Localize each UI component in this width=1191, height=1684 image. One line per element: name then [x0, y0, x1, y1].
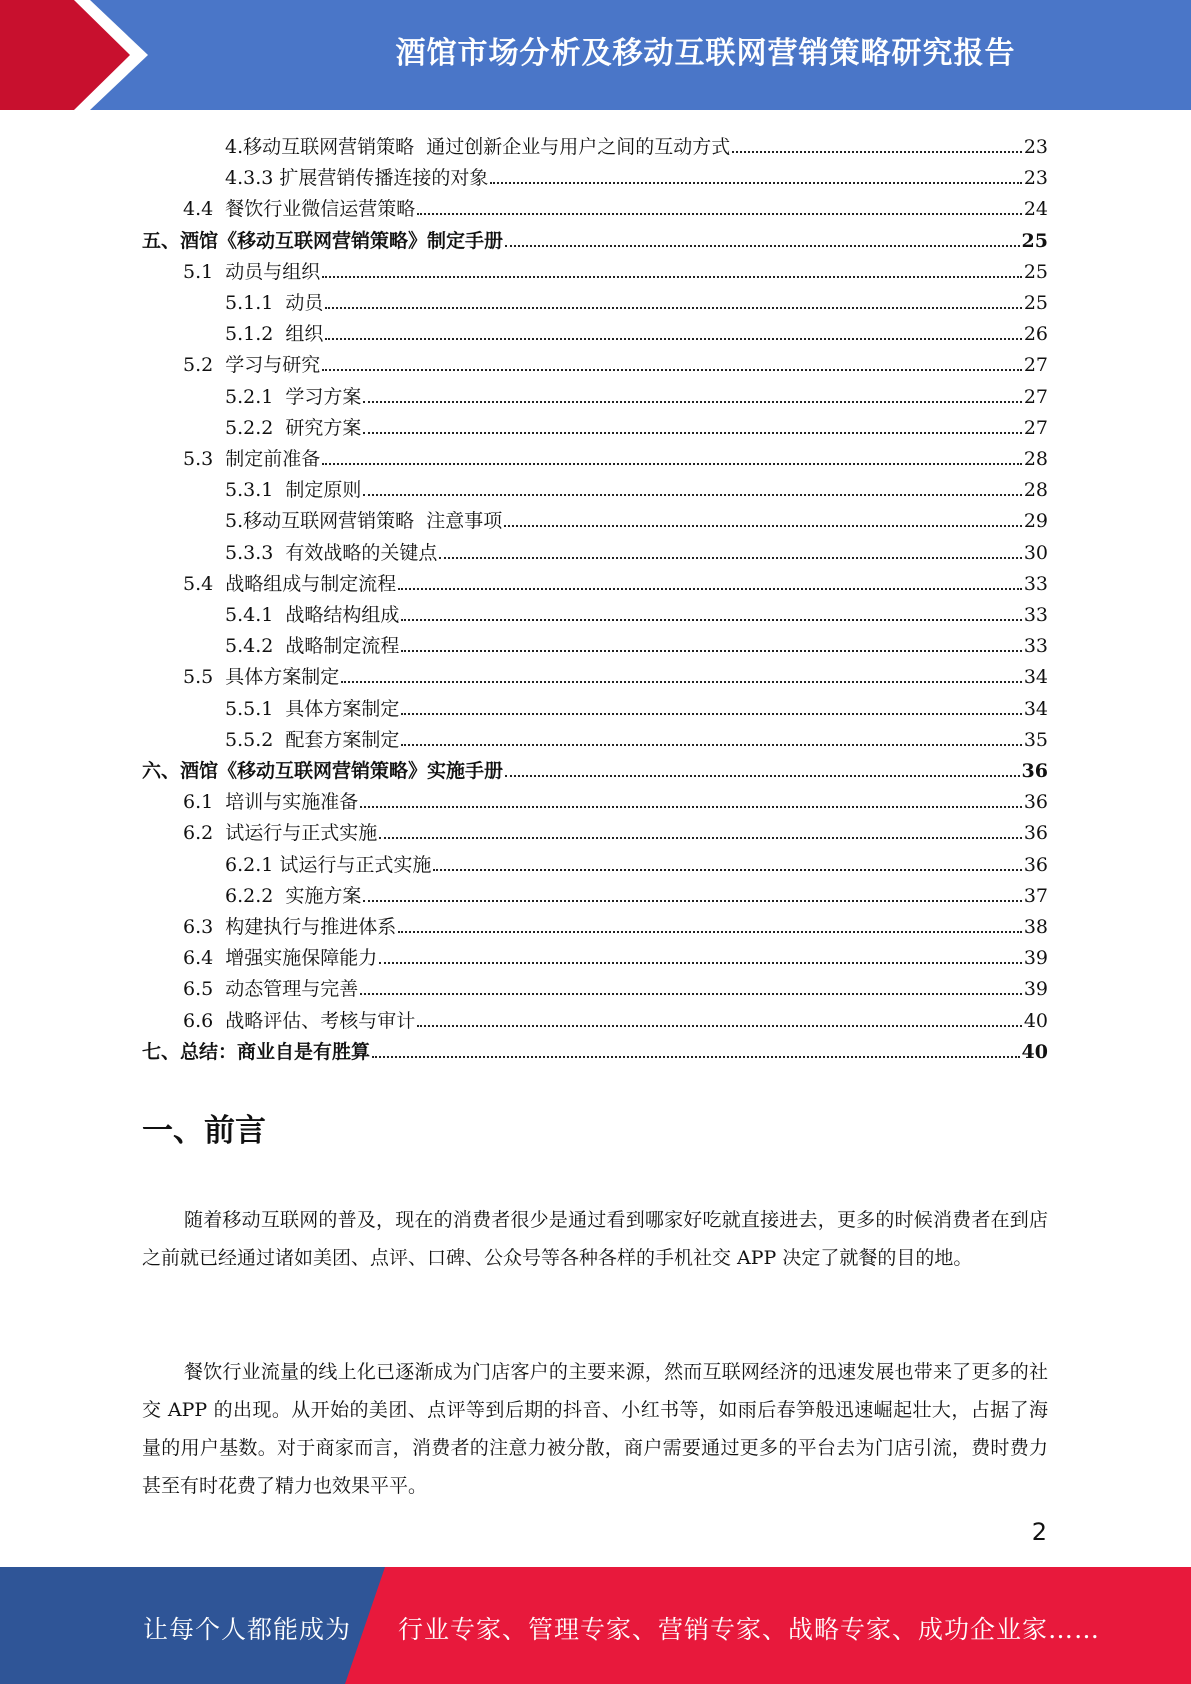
toc-entry-title: 6.5 动态管理与完善: [183, 978, 359, 1001]
toc-entry[interactable]: [225, 720, 1048, 751]
toc-entry-title: 5.1 动员与组织: [183, 260, 321, 283]
toc-entry-page: 33: [1023, 635, 1048, 658]
toc-entry-title: 4.4 餐饮行业微信运营策略: [183, 198, 416, 221]
toc-entry[interactable]: [142, 751, 1048, 782]
toc-entry-title: 6.1 培训与实施准备: [183, 791, 359, 814]
toc-leader-dots: [417, 1024, 1022, 1027]
toc-entry[interactable]: [183, 938, 1048, 969]
toc-leader-dots: [401, 649, 1021, 652]
toc-entry-page: 35: [1023, 728, 1048, 751]
toc-entry-title: 5.1.2 组织: [225, 323, 324, 346]
toc-entry[interactable]: [225, 501, 1048, 532]
toc-entry[interactable]: [225, 533, 1048, 564]
toc-leader-dots: [372, 1055, 1020, 1058]
toc-entry-page: 40: [1023, 1009, 1048, 1032]
toc-entry[interactable]: [225, 377, 1048, 408]
toc-entry[interactable]: [142, 1032, 1048, 1063]
paragraph: 随着移动互联网的普及，现在的消费者很少是通过看到哪家好吃就直接进去，更多的时候消费者在到店之前就已经通过诸如美团、点评、口碑、公众号等各种各样的手机社交 APP 决定了就餐的目的地。: [142, 1209, 1048, 1269]
toc-entry[interactable]: [225, 845, 1048, 876]
toc-entry-page: 36: [1023, 853, 1048, 876]
toc-leader-dots: [322, 462, 1022, 465]
header-red-chevron: [0, 0, 150, 110]
toc-leader-dots: [363, 899, 1021, 902]
toc-leader-dots: [363, 493, 1021, 496]
toc-entry-page: 27: [1023, 354, 1048, 377]
toc-entry-title: 5.1.1 动员: [225, 292, 324, 314]
toc-entry[interactable]: [183, 1001, 1048, 1032]
toc-entry-title: 5.4.2 战略制定流程: [225, 635, 400, 658]
toc-entry-title: 5.3 制定前准备: [183, 448, 321, 470]
toc-entry-title: 6.3 构建执行与推进体系: [183, 916, 397, 938]
toc-entry-page: 38: [1023, 916, 1048, 938]
toc-entry-page: 25: [1023, 260, 1048, 283]
page-footer: [0, 1567, 1191, 1684]
toc-leader-dots: [363, 431, 1021, 434]
toc-entry-title: 5.3.3 有效战略的关键点: [225, 541, 438, 564]
toc-leader-dots: [401, 712, 1021, 715]
toc-leader-dots: [417, 212, 1022, 215]
toc-entry[interactable]: [183, 439, 1048, 470]
toc-entry[interactable]: [225, 626, 1048, 657]
toc-leader-dots: [505, 244, 1020, 247]
toc-leader-dots: [401, 618, 1021, 621]
toc-leader-dots: [398, 587, 1022, 590]
footer-slogan-right: 行业专家、管理专家、营销专家、战略专家、成功企业家……: [398, 1615, 1101, 1644]
toc-leader-dots: [505, 774, 1020, 777]
toc-leader-dots: [341, 680, 1022, 683]
toc-entry-page: 29: [1023, 510, 1048, 533]
section-heading: 一、前言: [142, 1113, 266, 1149]
toc-entry-page: 33: [1023, 572, 1048, 595]
toc-entry-page: 27: [1023, 416, 1048, 439]
toc-entry-title: 七、总结：商业自是有胜算: [142, 1040, 371, 1063]
toc-entry[interactable]: [183, 969, 1048, 1000]
toc-leader-dots: [363, 400, 1021, 403]
toc-entry-title: 6.2 试运行与正式实施: [183, 822, 378, 845]
toc-entry[interactable]: [225, 158, 1048, 189]
toc-entry-title: 5.2.1 学习方案: [225, 385, 362, 408]
toc-entry-page: 36: [1023, 791, 1048, 814]
footer-slogan-left: 让每个人都能成为: [143, 1615, 352, 1644]
toc-entry-title: 4.移动互联网营销策略 通过创新企业与用户之间的互动方式: [225, 136, 731, 158]
toc-entry-title: 6.6 战略评估、考核与审计: [183, 1009, 416, 1032]
toc-entry-page: 26: [1023, 323, 1048, 346]
toc-leader-dots: [322, 275, 1022, 278]
toc-entry[interactable]: [183, 252, 1048, 283]
toc-entry-title: 5.4 战略组成与制定流程: [183, 572, 397, 595]
toc-entry-title: 5.2.2 研究方案: [225, 416, 362, 439]
toc-entry[interactable]: [225, 470, 1048, 501]
toc-leader-dots: [433, 868, 1021, 871]
toc-leader-dots: [439, 556, 1021, 559]
toc-entry[interactable]: [225, 283, 1048, 314]
toc-entry[interactable]: [142, 221, 1048, 252]
toc-entry-page: 39: [1023, 947, 1048, 970]
toc-leader-dots: [379, 961, 1022, 964]
toc-leader-dots: [325, 337, 1021, 340]
toc-entry-title: 6.2.1 试运行与正式实施: [225, 853, 432, 876]
toc-entry[interactable]: [183, 782, 1048, 813]
toc-leader-dots: [732, 150, 1022, 153]
toc-entry[interactable]: [225, 876, 1048, 907]
toc-entry-title: 4.3.3 扩展营销传播连接的对象: [225, 167, 489, 190]
toc-entry-title: 5.移动互联网营销策略 注意事项: [225, 510, 503, 533]
toc-entry[interactable]: [225, 595, 1048, 626]
toc-entry-title: 6.2.2 实施方案: [225, 884, 362, 907]
toc-entry-page: 36: [1023, 822, 1048, 845]
toc-entry[interactable]: [183, 657, 1048, 688]
toc-entry-page: 23: [1023, 167, 1048, 190]
toc-entry[interactable]: [225, 127, 1048, 158]
toc-entry[interactable]: [183, 189, 1048, 220]
toc-entry-page: 24: [1023, 198, 1048, 221]
toc-leader-dots: [360, 805, 1022, 808]
toc-entry-page: 40: [1021, 1040, 1048, 1063]
toc-leader-dots: [504, 524, 1022, 527]
toc-entry-title: 5.5 具体方案制定: [183, 666, 340, 689]
toc-entry-page: 30: [1023, 541, 1048, 564]
toc-entry-page: 25: [1021, 229, 1048, 252]
toc-entry[interactable]: [183, 564, 1048, 595]
toc-leader-dots: [360, 992, 1022, 995]
toc-leader-dots: [398, 930, 1022, 933]
toc-entry-page: 28: [1023, 479, 1048, 502]
header-title: 酒馆市场分析及移动互联网营销策略研究报告: [395, 36, 1016, 71]
toc-entry-title: 5.3.1 制定原则: [225, 479, 362, 502]
toc-entry-title: 5.5.2 配套方案制定: [225, 728, 400, 751]
toc-entry-page: 34: [1023, 697, 1048, 720]
toc-entry-title: 5.5.1 具体方案制定: [225, 697, 400, 720]
toc-entry[interactable]: [225, 689, 1048, 720]
toc-entry-title: 5.2 学习与研究: [183, 354, 321, 377]
toc-entry-title: 六、酒馆《移动互联网营销策略》实施手册: [142, 760, 504, 782]
paragraph: 餐饮行业流量的线上化已逐渐成为门店客户的主要来源，然而互联网经济的迅速发展也带来了更多的社交 APP 的出现。从开始的美团、点评等到后期的抖音、小红书等，如雨后春笋般迅速崛起壮大，占据了海量的用户基数。对于商家而言，消费者的注意力被分散，商户需要通过更多的平台去为门店引流，费时费力甚至有时花费了精力也效果平平。: [142, 1361, 1048, 1497]
page-header: [0, 0, 1191, 110]
toc-entry[interactable]: [183, 813, 1048, 844]
toc-entry-page: 23: [1023, 136, 1048, 158]
toc-entry-page: 25: [1023, 292, 1048, 314]
toc-entry-page: 27: [1023, 385, 1048, 408]
page-number: 2: [1031, 1518, 1047, 1546]
toc-entry-page: 28: [1023, 448, 1048, 470]
toc-entry-page: 36: [1021, 760, 1048, 782]
toc-entry[interactable]: [183, 907, 1048, 938]
toc-entry-page: 37: [1023, 884, 1048, 907]
toc-leader-dots: [322, 368, 1022, 371]
toc-entry-title: 5.4.1 战略结构组成: [225, 604, 400, 626]
toc-entry[interactable]: [183, 345, 1048, 376]
toc-leader-dots: [490, 181, 1021, 184]
toc-leader-dots: [379, 836, 1022, 839]
toc-entry[interactable]: [225, 408, 1048, 439]
toc-entry-title: 6.4 增强实施保障能力: [183, 947, 378, 970]
toc-entry-page: 34: [1023, 666, 1048, 689]
toc-leader-dots: [401, 743, 1021, 746]
toc-entry-page: 39: [1023, 978, 1048, 1001]
toc-entry-title: 五、酒馆《移动互联网营销策略》制定手册: [142, 229, 504, 252]
toc-entry-page: 33: [1023, 604, 1048, 626]
toc-entry[interactable]: [225, 314, 1048, 345]
toc-leader-dots: [325, 306, 1021, 309]
